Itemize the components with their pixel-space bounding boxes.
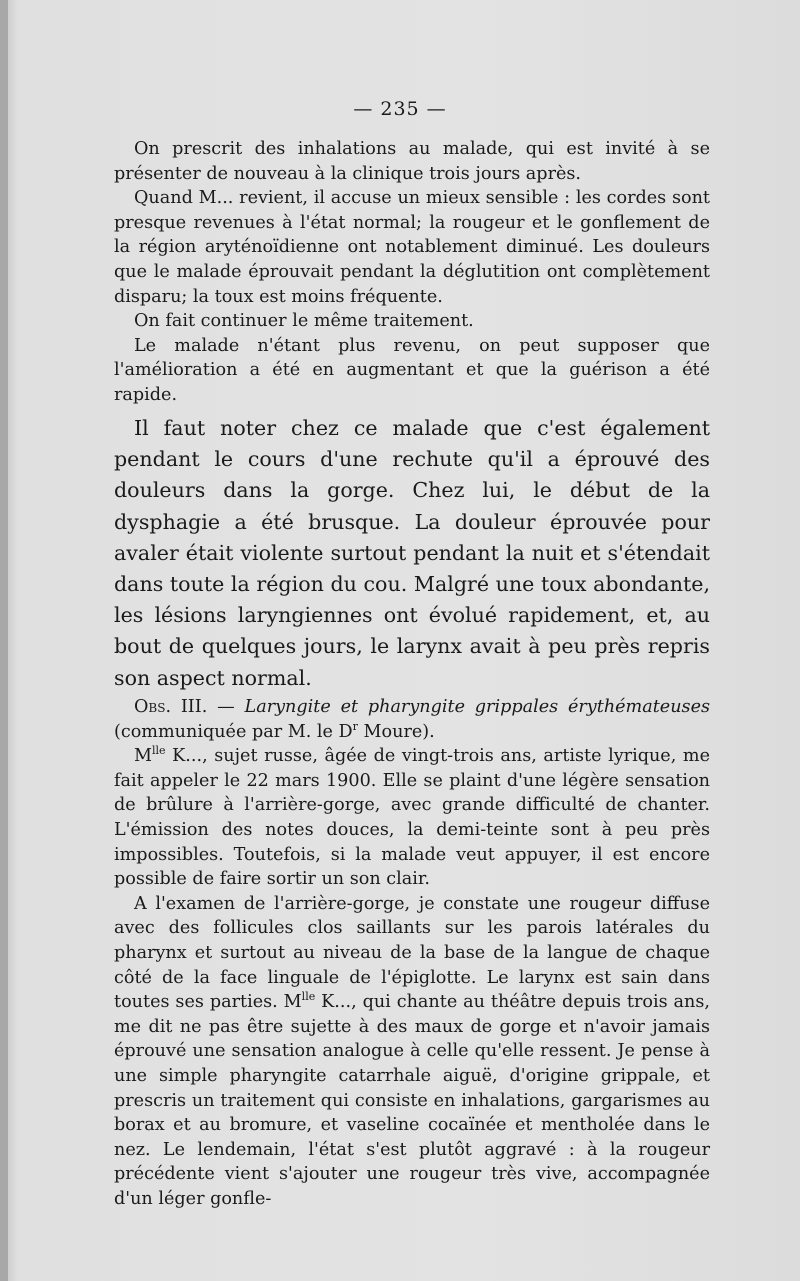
observation-heading	[114, 695, 710, 744]
paragraph: $M^{lle}$ K..., sujet russe, âgée de vingt-trois ans, artiste lyrique, me fait appeler le 22 mars 1900. Elle se plaint d'une légère sensation de brûlure à l'arrière-gorge, avec grande difficulté de chanter. L'émission des notes douces, la demi-teinte sont à peu près impossibles. Toutefois, si la malade veut appuyer, il est encore possible de faire sortir un son clair.	[114, 744, 710, 890]
paragraph: Le malade n'étant plus revenu, on peut supposer que l'amélioration a été en augmentant et que la guérison a été rapide.	[114, 335, 710, 405]
page-binding-edge	[0, 0, 8, 1281]
paragraph: A l'examen de l'arrière-gorge, je constate une rougeur diffuse avec des follicules clos saillants sur les parois latérales du pharynx et surtout au niveau de la base de la langue de chaque côté de la face linguale de l'épiglotte. Le larynx est sain dans toutes ses parties. $M^{lle}$ K..., qui chante au théâtre depuis trois ans, me dit ne pas être sujette à des maux de gorge et n'avoir jamais éprouvé une sensation analogue à celle qu'elle ressent. Je pense à une simple pharyngite catarrhale aiguë, d'origine grippale, et prescris un traitement qui consiste en inhalations, gargarismes au borax et au bromure, et vaseline cocaïnée et mentholée dans le nez. Le lendemain, l'état s'est plutôt aggravé : à la rougeur précédente vient s'ajouter une rougeur très vive, accompagnée d'un léger gonfle-	[114, 893, 710, 1209]
observation-credit: (communiquée par M. le $D^r$ Moure).	[114, 719, 435, 742]
observation-title: Laryngite et pharyngite grippales érythémateuses	[244, 697, 711, 717]
paragraph: Quand M... revient, il accuse un mieux sensible : les cordes sont presque revenues à l'état normal; la rougeur et le gonflement de la région aryténoïdienne ont notablement diminué. Les douleurs que le malade éprouvait pendant la déglutition ont complètement disparu; la toux est moins fréquente.	[114, 188, 710, 307]
section-treatment-outcome	[114, 137, 710, 408]
page-number: — 235 —	[353, 98, 447, 120]
paragraph: On prescrit des inhalations au malade, qui est invité à se présenter de nouveau à la clinique trois jours après.	[114, 139, 710, 184]
paragraph: Il faut noter chez ce malade que c'est également pendant le cours d'une rechute qu'il a éprouvé des douleurs dans la gorge. Chez lui, le début de la dysphagie a été brusque. La douleur éprouvée pour avaler était violente surtout pendant la nuit et s'étendait dans toute la région du cou. Malgré une toux abondante, les lésions laryngiennes ont évolué rapidement, et, au bout de quelques jours, le larynx avait à peu près repris son aspect normal.	[114, 416, 710, 690]
section-commentary	[114, 413, 710, 694]
observation-label: Obs. III. —	[134, 697, 235, 717]
paragraph: On fait continuer le même traitement.	[134, 311, 474, 332]
section-observation-iii	[114, 695, 710, 1211]
